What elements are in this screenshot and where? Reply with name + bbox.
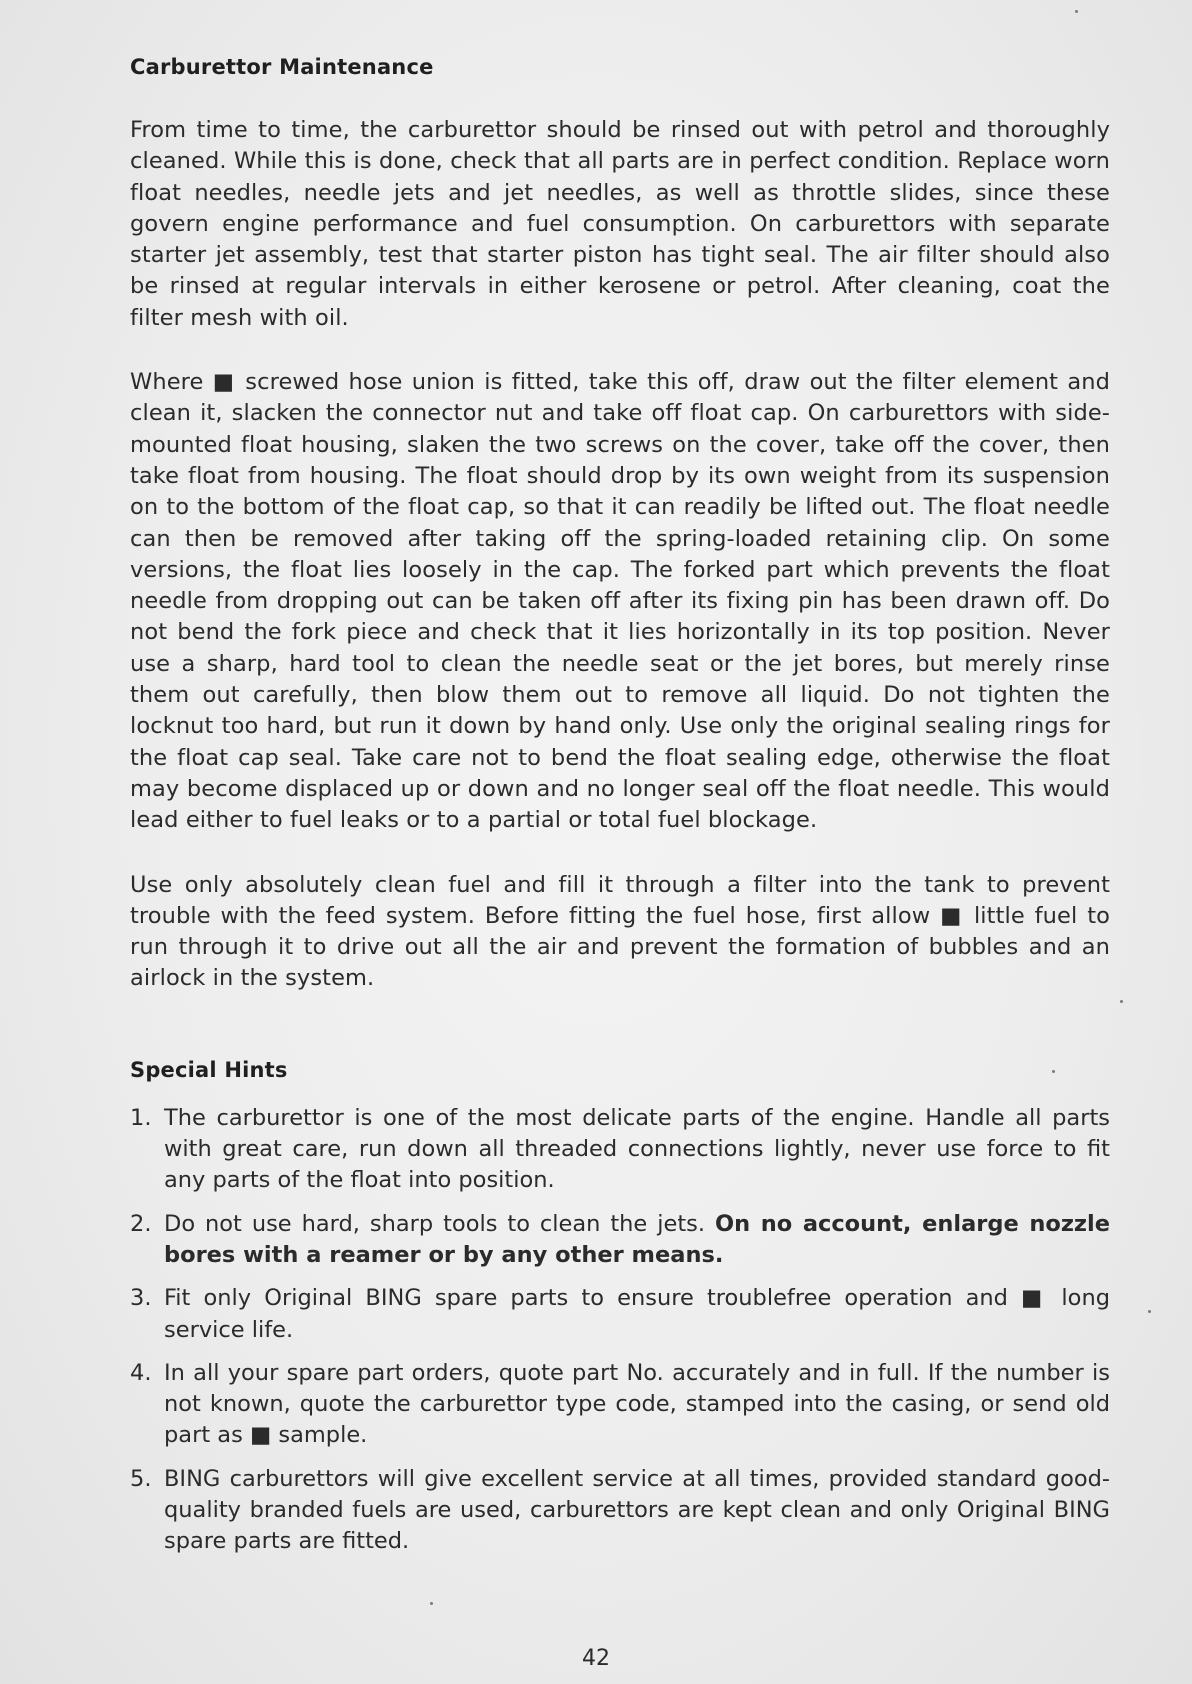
hint-item-2 (130, 1209, 1110, 1272)
hint-item-3 (130, 1283, 1110, 1346)
special-hints-list (130, 1103, 1110, 1558)
hint-text-regular: The carburettor is one of the most delicate parts of the engine. Handle all parts with great care, run down all threaded connections lightly, never use force to fit any parts of the float into position. (164, 1104, 1110, 1194)
hint-item-4 (130, 1358, 1110, 1452)
hint-text-regular: BING carburettors will give excellent service at all times, provided standard good-quality branded fuels are used, carburettors are kept clean and only Original BING spare parts are fitted. (164, 1465, 1110, 1555)
section-heading-special-hints: Special Hints (130, 1057, 288, 1082)
hint-text-regular: Fit only Original BING spare parts to ensure troublefree operation and ■ long service life. (164, 1285, 1110, 1343)
hint-number: 3. (130, 1285, 152, 1312)
scan-speck (430, 1602, 433, 1605)
section-heading-carburettor-maintenance: Carburettor Maintenance (130, 55, 434, 79)
hint-text (164, 1283, 1110, 1346)
hint-number: 4. (130, 1359, 152, 1386)
hint-item-5 (130, 1464, 1110, 1558)
hint-text-regular: In all your spare part orders, quote part No. accurately and in full. If the number is not known, quote the carburettor type code, stamped into the casing, or send old part as ■ sample. (164, 1359, 1110, 1449)
hint-text (164, 1209, 1110, 1272)
paragraph-float-removal: Where ■ screwed hose union is fitted, take this off, draw out the filter element and clean it, slacken the connector nut and take off float cap. On carburettors with side-mounted float housing, slaken the two screws on the cover, take off the cover, then take float from housing. The float should drop by its own weight from its suspension on to the bottom of the float cap, so that it can readily be lifted out. The float needle can then be removed after taking off the spring-loaded retaining clip. On some versions, the float lies loosely in the cap. The forked part which prevents the float needle from dropping out can be taken off after its fixing pin has been drawn off. Do not bend the fork piece and check that it lies horizontally in its top position. Never use a sharp, hard tool to clean the needle seat or the jet bores, but merely rinse them out carefully, then blow them out to remove all liquid. Do not tighten the locknut too hard, but run it down by hand only. Use only the original sealing rings for the float cap seal. Take care not to bend the float sealing edge, otherwise the float may become displaced up or down and no longer seal off the float needle. This would lead either to fuel leaks or to a partial or total fuel blockage. (130, 369, 1110, 834)
hint-text (164, 1464, 1110, 1558)
scan-speck (1075, 10, 1078, 13)
hint-number: 5. (130, 1465, 152, 1492)
scan-speck (1148, 1310, 1151, 1313)
paragraph-clean-fuel: Use only absolutely clean fuel and fill it through a filter into the tank to prevent trouble with the feed system. Before fitting the fuel hose, first allow ■ little fuel to run through it to drive out all the air and prevent the formation of bubbles and an airlock in the system. (130, 871, 1110, 992)
hint-text (164, 1358, 1110, 1452)
hint-text (164, 1103, 1110, 1197)
page-number: 42 (582, 1646, 610, 1671)
page-content (130, 52, 1110, 1570)
hint-text-bold: On no account, enlarge nozzle bores with a reamer or by any other means. (164, 1210, 1110, 1268)
hint-item-1 (130, 1103, 1110, 1197)
scan-speck (1120, 1000, 1123, 1003)
scan-speck (1052, 1070, 1055, 1073)
hint-text-regular: Do not use hard, sharp tools to clean the jets. (164, 1210, 715, 1237)
paragraph-rinsing: From time to time, the carburettor should be rinsed out with petrol and thoroughly cleaned. While this is done, check that all parts are in perfect condition. Replace worn float needles, needle jets and jet needles, as well as throttle slides, since these govern engine performance and fuel consumption. On carburettors with separate starter jet assembly, test that starter piston has tight seal. The air filter should also be rinsed at regular intervals in either kerosene or petrol. After cleaning, coat the filter mesh with oil. (130, 117, 1110, 331)
hint-number: 1. (130, 1104, 152, 1131)
hint-number: 2. (130, 1210, 152, 1237)
